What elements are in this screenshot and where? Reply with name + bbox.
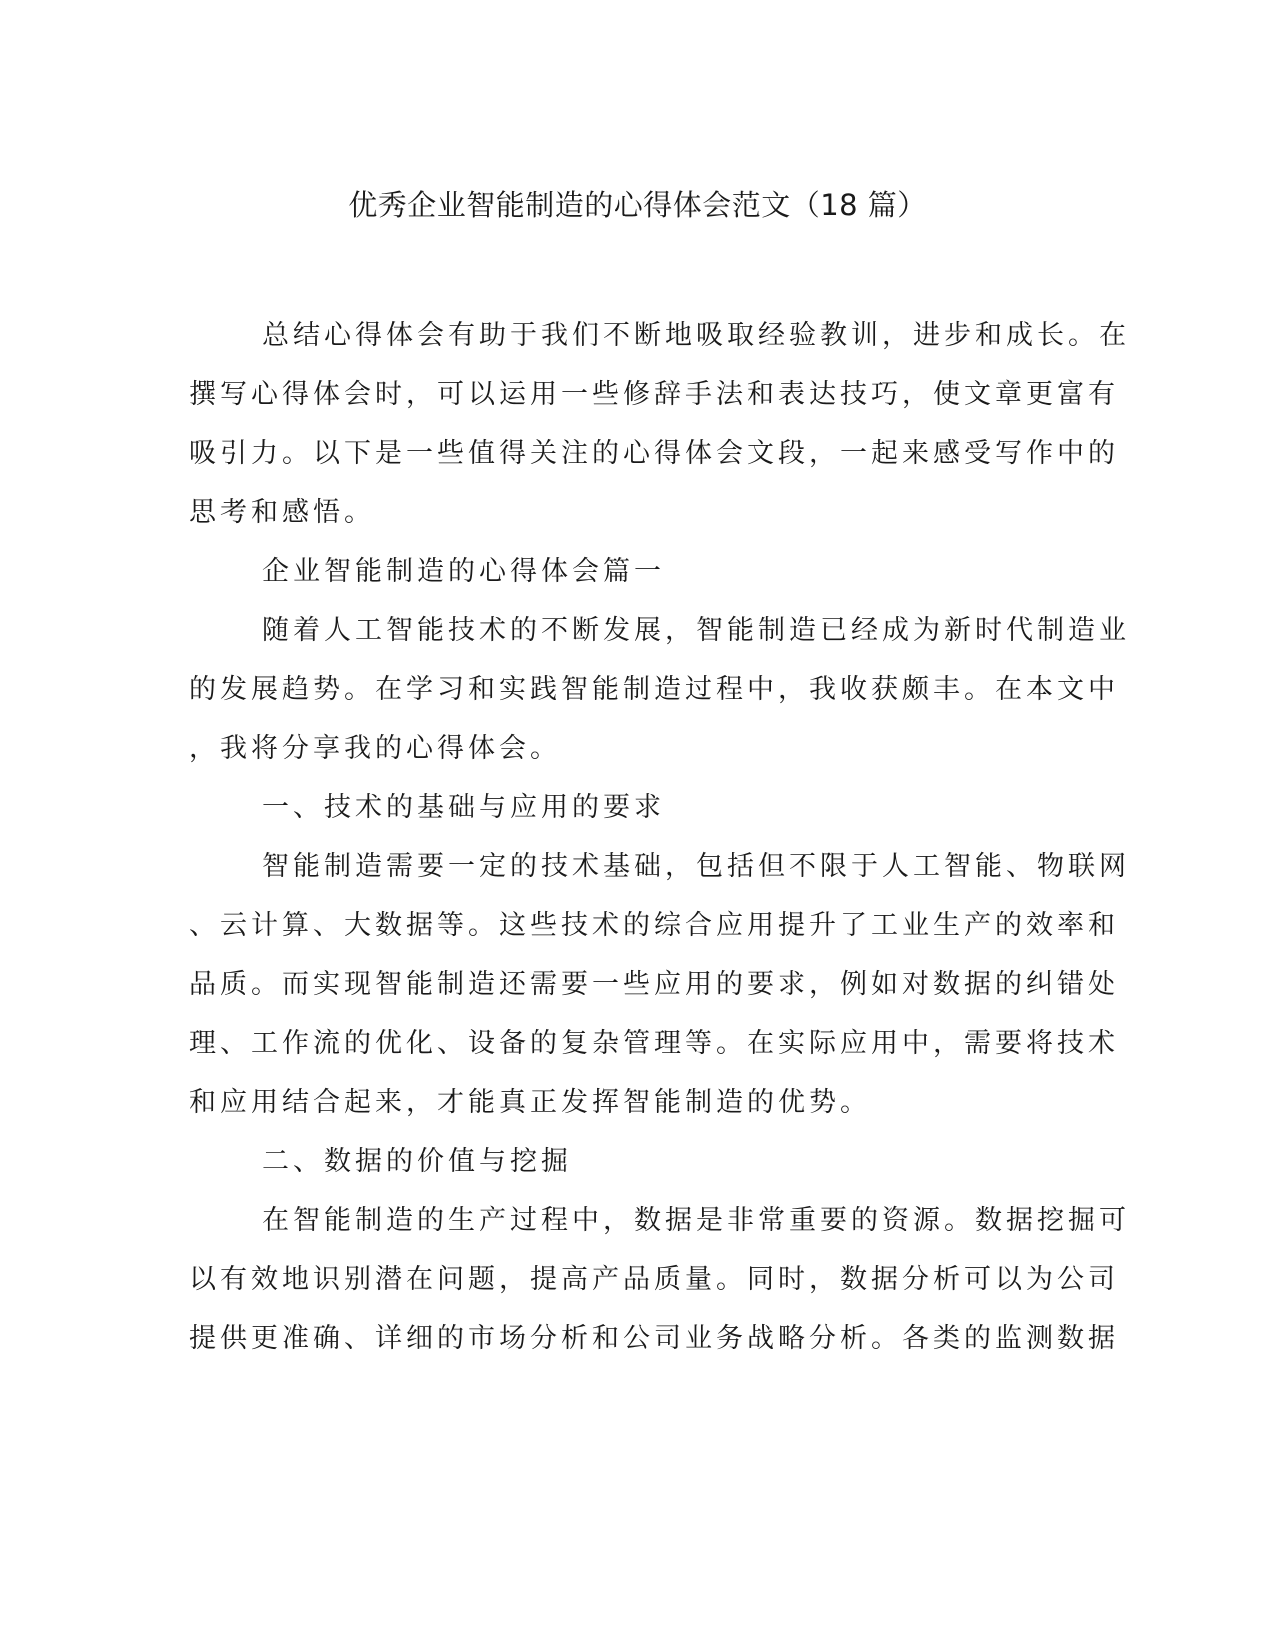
body-line: 和应用结合起来，才能真正发挥智能制造的优势。 xyxy=(189,1087,871,1118)
body-line: 以有效地识别潜在问题，提高产品质量。同时，数据分析可以为公司 xyxy=(189,1264,1119,1295)
document-title: 优秀企业智能制造的心得体会范文（18 篇） xyxy=(348,188,927,222)
body-line: 提供更准确、详细的市场分析和公司业务战略分析。各类的监测数据 xyxy=(189,1323,1119,1354)
body-line: 随着人工智能技术的不断发展，智能制造已经成为新时代制造业 xyxy=(262,615,1130,646)
section-heading: 企业智能制造的心得体会篇一 xyxy=(262,556,665,587)
body-line: 理、工作流的优化、设备的复杂管理等。在实际应用中，需要将技术 xyxy=(189,1028,1119,1059)
body-line: 的发展趋势。在学习和实践智能制造过程中，我收获颇丰。在本文中 xyxy=(189,674,1119,705)
body-line: 总结心得体会有助于我们不断地吸取经验教训，进步和成长。在 xyxy=(262,320,1130,351)
body-line: 在智能制造的生产过程中，数据是非常重要的资源。数据挖掘可 xyxy=(262,1205,1130,1236)
body-line: 吸引力。以下是一些值得关注的心得体会文段，一起来感受写作中的 xyxy=(189,438,1119,469)
body-line: 、云计算、大数据等。这些技术的综合应用提升了工业生产的效率和 xyxy=(189,910,1119,941)
section-heading: 一、技术的基础与应用的要求 xyxy=(262,792,665,823)
body-line: 品质。而实现智能制造还需要一些应用的要求，例如对数据的纠错处 xyxy=(189,969,1119,1000)
section-heading: 二、数据的价值与挖掘 xyxy=(262,1146,572,1177)
body-line: ，我将分享我的心得体会。 xyxy=(189,733,561,764)
body-line: 智能制造需要一定的技术基础，包括但不限于人工智能、物联网 xyxy=(262,851,1130,882)
body-line: 思考和感悟。 xyxy=(189,497,375,528)
body-line: 撰写心得体会时，可以运用一些修辞手法和表达技巧，使文章更富有 xyxy=(189,379,1119,410)
